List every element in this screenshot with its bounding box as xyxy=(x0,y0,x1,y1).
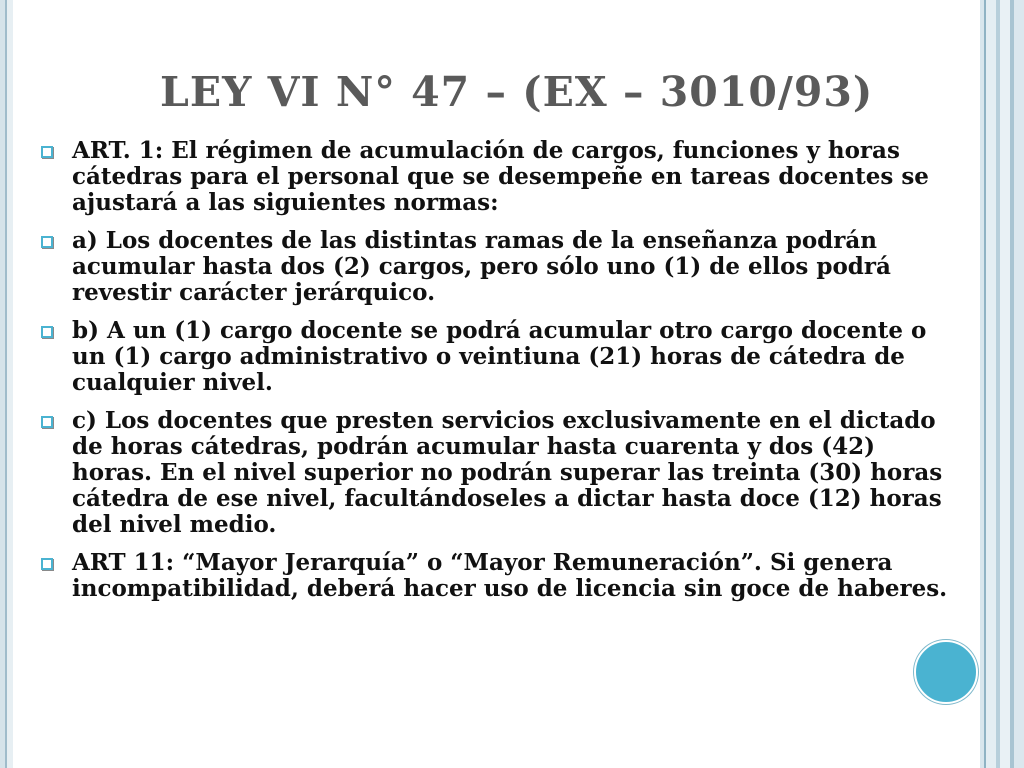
bullet-text: b) A un (1) cargo docente se podrá acumular otro cargo docente o un (1) cargo administrativo o veintiuna (21) horas de cátedra de cualquier nivel. xyxy=(72,317,927,396)
square-bullet-icon xyxy=(41,236,53,248)
bullet-text: ART. 1: El régimen de acumulación de cargos, funciones y horas cátedras para el personal que se desempeñe en tareas docentes se ajustará a las siguientes normas: xyxy=(72,137,929,216)
square-bullet-icon xyxy=(41,416,53,428)
bullet-text: c) Los docentes que presten servicios exclusivamente en el dictado de horas cátedras, podrán acumular hasta cuarenta y dos (42) horas. En el nivel superior no podrán superar las treinta (30) horas cátedra de ese nivel, facultándoseles a dictar hasta doce (12) horas del nivel medio. xyxy=(72,407,943,538)
bullet-item-c xyxy=(38,408,948,538)
decorative-circle xyxy=(914,640,978,704)
bullet-text: a) Los docentes de las distintas ramas de la enseñanza podrán acumular hasta dos (2) cargos, pero sólo uno (1) de ellos podrá revestir carácter jerárquico. xyxy=(72,227,891,306)
square-bullet-icon xyxy=(41,558,53,570)
square-bullet-icon xyxy=(41,146,53,158)
slide-title: LEY VI N° 47 – (EX – 3010/93) xyxy=(160,68,874,116)
bullet-text: ART 11: “Mayor Jerarquía” o “Mayor Remuneración”. Si genera incompatibilidad, deberá hacer uso de licencia sin goce de haberes. xyxy=(72,549,948,602)
bullet-item-art-1 xyxy=(38,138,948,216)
bullet-list xyxy=(38,138,948,614)
bullet-item-a xyxy=(38,228,948,306)
square-bullet-icon xyxy=(41,326,53,338)
bullet-item-b xyxy=(38,318,948,396)
right-border-decoration xyxy=(980,0,1024,768)
bullet-item-art-11 xyxy=(38,550,948,602)
left-border-decoration xyxy=(0,0,13,768)
